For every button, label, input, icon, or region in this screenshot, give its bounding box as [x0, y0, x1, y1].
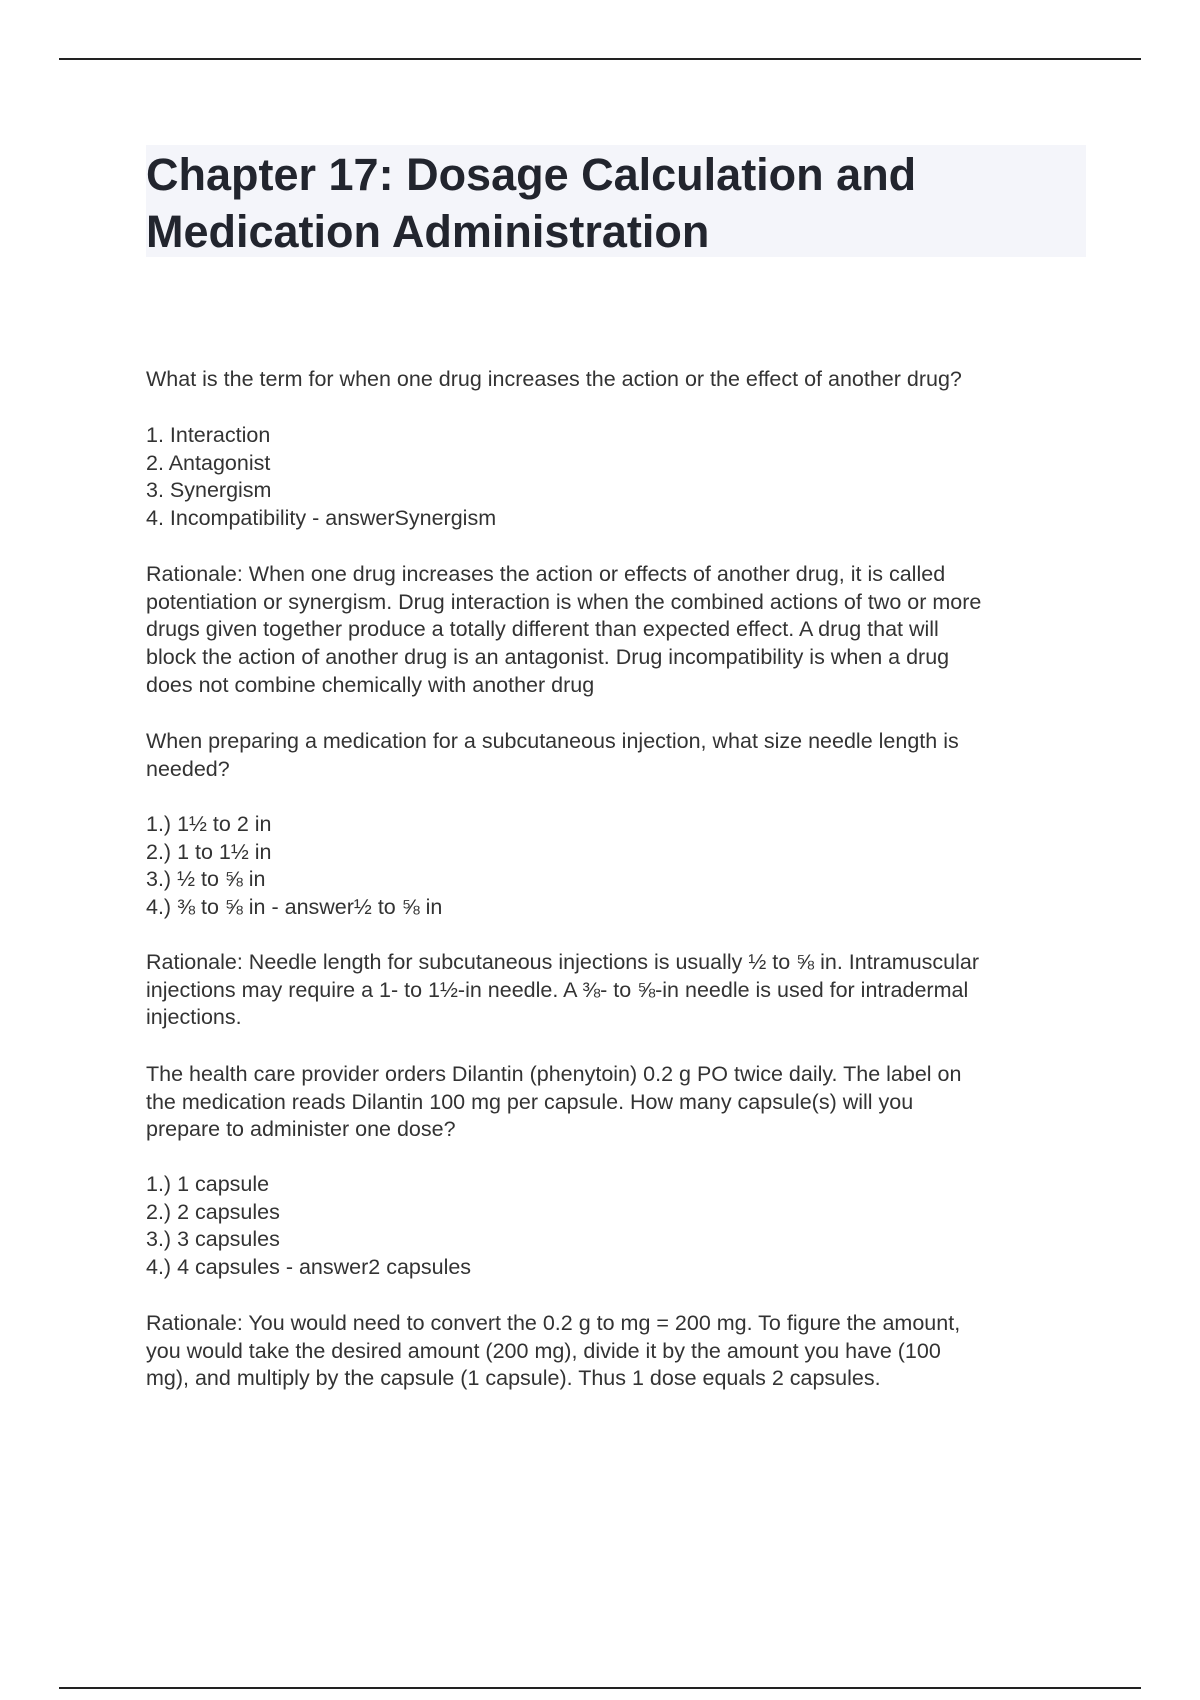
question-3-text [146, 1061, 961, 1144]
question-line: needed? [146, 756, 230, 781]
rationale-line: Rationale: Needle length for subcutaneous injections is usually ½ to ⅝ in. Intramuscular [146, 950, 979, 974]
option: 2.) 2 capsules [146, 1199, 280, 1224]
question-1-text [146, 366, 962, 394]
option: 1. Interaction [146, 423, 271, 447]
question-line: prepare to administer one dose? [146, 1117, 456, 1142]
title-line: Medication Administration [146, 206, 710, 257]
option: 4. Incompatibility - answerSynergism [146, 506, 497, 531]
option: 3. Synergism [146, 478, 272, 503]
rationale-line: does not combine chemically with another drug [146, 672, 595, 697]
question-1-rationale [146, 561, 981, 700]
rationale-line: Rationale: When one drug increases the action or effects of another drug, it is called [146, 562, 946, 586]
option: 1.) 1½ to 2 in [146, 812, 272, 836]
rationale-line: mg), and multiply by the capsule (1 capsule). Thus 1 dose equals 2 capsules. [146, 1366, 881, 1391]
question-line: When preparing a medication for a subcutaneous injection, what size needle length is [146, 729, 959, 753]
option: 3.) 3 capsules [146, 1227, 280, 1252]
rationale-line: injections. [146, 1005, 242, 1030]
option: 4.) ⅜ to ⅝ in - answer½ to ⅝ in [146, 895, 443, 920]
rationale-line: Rationale: You would need to convert the 0.2 g to mg = 200 mg. To figure the amount, [146, 1311, 961, 1335]
option: 2.) 1 to 1½ in [146, 839, 272, 864]
rationale-line: block the action of another drug is an antagonist. Drug incompatibility is when a drug [146, 645, 950, 670]
question-2-rationale [146, 949, 979, 1032]
question-2-text [146, 728, 959, 783]
title-line: Chapter 17: Dosage Calculation and [146, 149, 917, 200]
question-2-options [146, 811, 442, 922]
option: 3.) ½ to ⅝ in [146, 867, 266, 892]
rationale-line: injections may require a 1- to 1½-in needle. A ⅜- to ⅝-in needle is used for intradermal [146, 977, 969, 1002]
option: 2. Antagonist [146, 450, 271, 475]
question-line: What is the term for when one drug increases the action or the effect of another drug? [146, 367, 962, 391]
rationale-line: potentiation or synergism. Drug interaction is when the combined actions of two or more [146, 589, 982, 614]
question-3-options [146, 1171, 471, 1282]
option: 1.) 1 capsule [146, 1172, 270, 1196]
question-line: The health care provider orders Dilantin (phenytoin) 0.2 g PO twice daily. The label on [146, 1062, 962, 1086]
page-title [146, 146, 916, 260]
question-line: the medication reads Dilantin 100 mg per capsule. How many capsule(s) will you [146, 1089, 914, 1114]
top-rule [59, 58, 1141, 60]
rationale-line: drugs given together produce a totally different than expected effect. A drug that will [146, 617, 939, 642]
question-3-rationale [146, 1310, 960, 1393]
bottom-rule [59, 1687, 1141, 1689]
option: 4.) 4 capsules - answer2 capsules [146, 1255, 472, 1280]
question-1-options [146, 422, 496, 533]
rationale-line: you would take the desired amount (200 mg), divide it by the amount you have (100 [146, 1338, 941, 1363]
